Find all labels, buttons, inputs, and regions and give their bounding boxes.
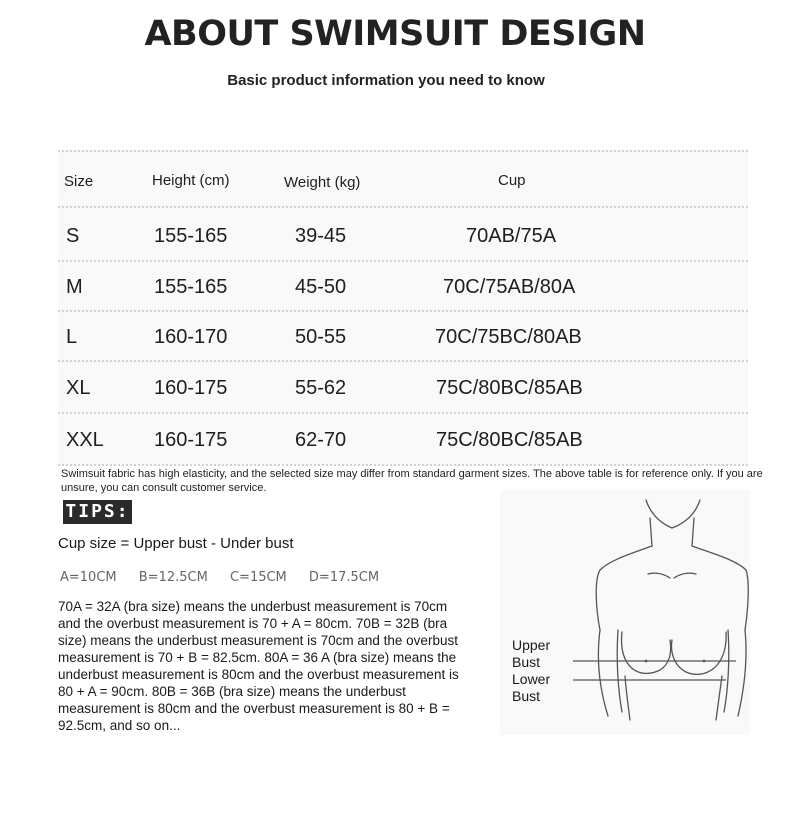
- height-cell: 160-175: [154, 429, 228, 451]
- table-row: [58, 260, 748, 312]
- table-row: [58, 310, 748, 362]
- size-table: [58, 150, 748, 466]
- cup-cell: 75C/80BC/85AB: [436, 429, 583, 451]
- column-header-height: Height (cm): [152, 172, 230, 189]
- measure-d: D=17.5CM: [308, 570, 380, 585]
- bust-measurement-diagram: [500, 490, 750, 735]
- weight-cell: 45-50: [295, 276, 347, 298]
- weight-cell: 55-62: [295, 377, 347, 399]
- cup-cell: 70AB/75A: [466, 225, 557, 247]
- upper-bust-label-line2: Bust: [512, 654, 541, 670]
- upper-bust-label-line1: Upper: [512, 637, 551, 653]
- measure-b: B=12.5CM: [138, 570, 208, 585]
- size-cell: M: [66, 276, 83, 298]
- size-cell: XXL: [66, 429, 104, 451]
- bra-size-explanation: 70A = 32A (bra size) means the underbust measurement is 70cm and the overbust measurement is 70 + A = 80cm. 70B = 32B (bra size) means the underbust measurement is 70cm and the overbust measurement is 70 + B = 82.5cm. 80A = 36 A (bra size) means the underbust measurement is 80cm and the overbust measurement is 80 + A = 90cm. 80B = 36B (bra size) means the underbust measurement is 80cm and the overbust measurement is 80 + B = 92.5cm, and so on...: [58, 599, 459, 733]
- weight-cell: 50-55: [295, 326, 347, 348]
- cup-cell: 70C/75AB/80A: [443, 276, 576, 298]
- lower-bust-label-line1: Lower: [512, 671, 551, 687]
- size-cell: XL: [66, 377, 91, 399]
- table-header-row: [58, 150, 748, 208]
- table-row: [58, 206, 748, 262]
- height-cell: 160-170: [154, 326, 228, 348]
- size-cell: L: [66, 326, 78, 348]
- table-row: [58, 360, 748, 414]
- column-header-cup: Cup: [498, 172, 526, 189]
- column-header-weight: Weight (kg): [284, 174, 361, 191]
- height-cell: 155-165: [154, 276, 228, 298]
- column-header-size: Size: [64, 173, 94, 190]
- page-title: ABOUT SWIMSUIT DESIGN: [144, 14, 646, 54]
- cup-cell: 75C/80BC/85AB: [436, 377, 583, 399]
- lower-bust-label-line2: Bust: [512, 688, 541, 704]
- weight-cell: 62-70: [295, 429, 347, 451]
- size-note: Swimsuit fabric has high elasticity, and the selected size may differ from standard garment sizes. The above table is for reference only. If you are unsure, you can consult customer service.: [61, 468, 763, 494]
- size-cell: S: [66, 225, 80, 247]
- tips-badge: TIPS:: [63, 500, 132, 524]
- weight-cell: 39-45: [295, 225, 347, 247]
- height-cell: 155-165: [154, 225, 228, 247]
- page-subtitle: Basic product information you need to know: [227, 72, 545, 89]
- measure-c: C=15CM: [229, 570, 287, 585]
- cup-measurements: [60, 570, 397, 585]
- measure-a: A=10CM: [60, 570, 117, 585]
- table-row: [58, 412, 748, 466]
- cup-cell: 70C/75BC/80AB: [435, 326, 582, 348]
- cup-size-formula: Cup size = Upper bust - Under bust: [58, 535, 294, 552]
- height-cell: 160-175: [154, 377, 228, 399]
